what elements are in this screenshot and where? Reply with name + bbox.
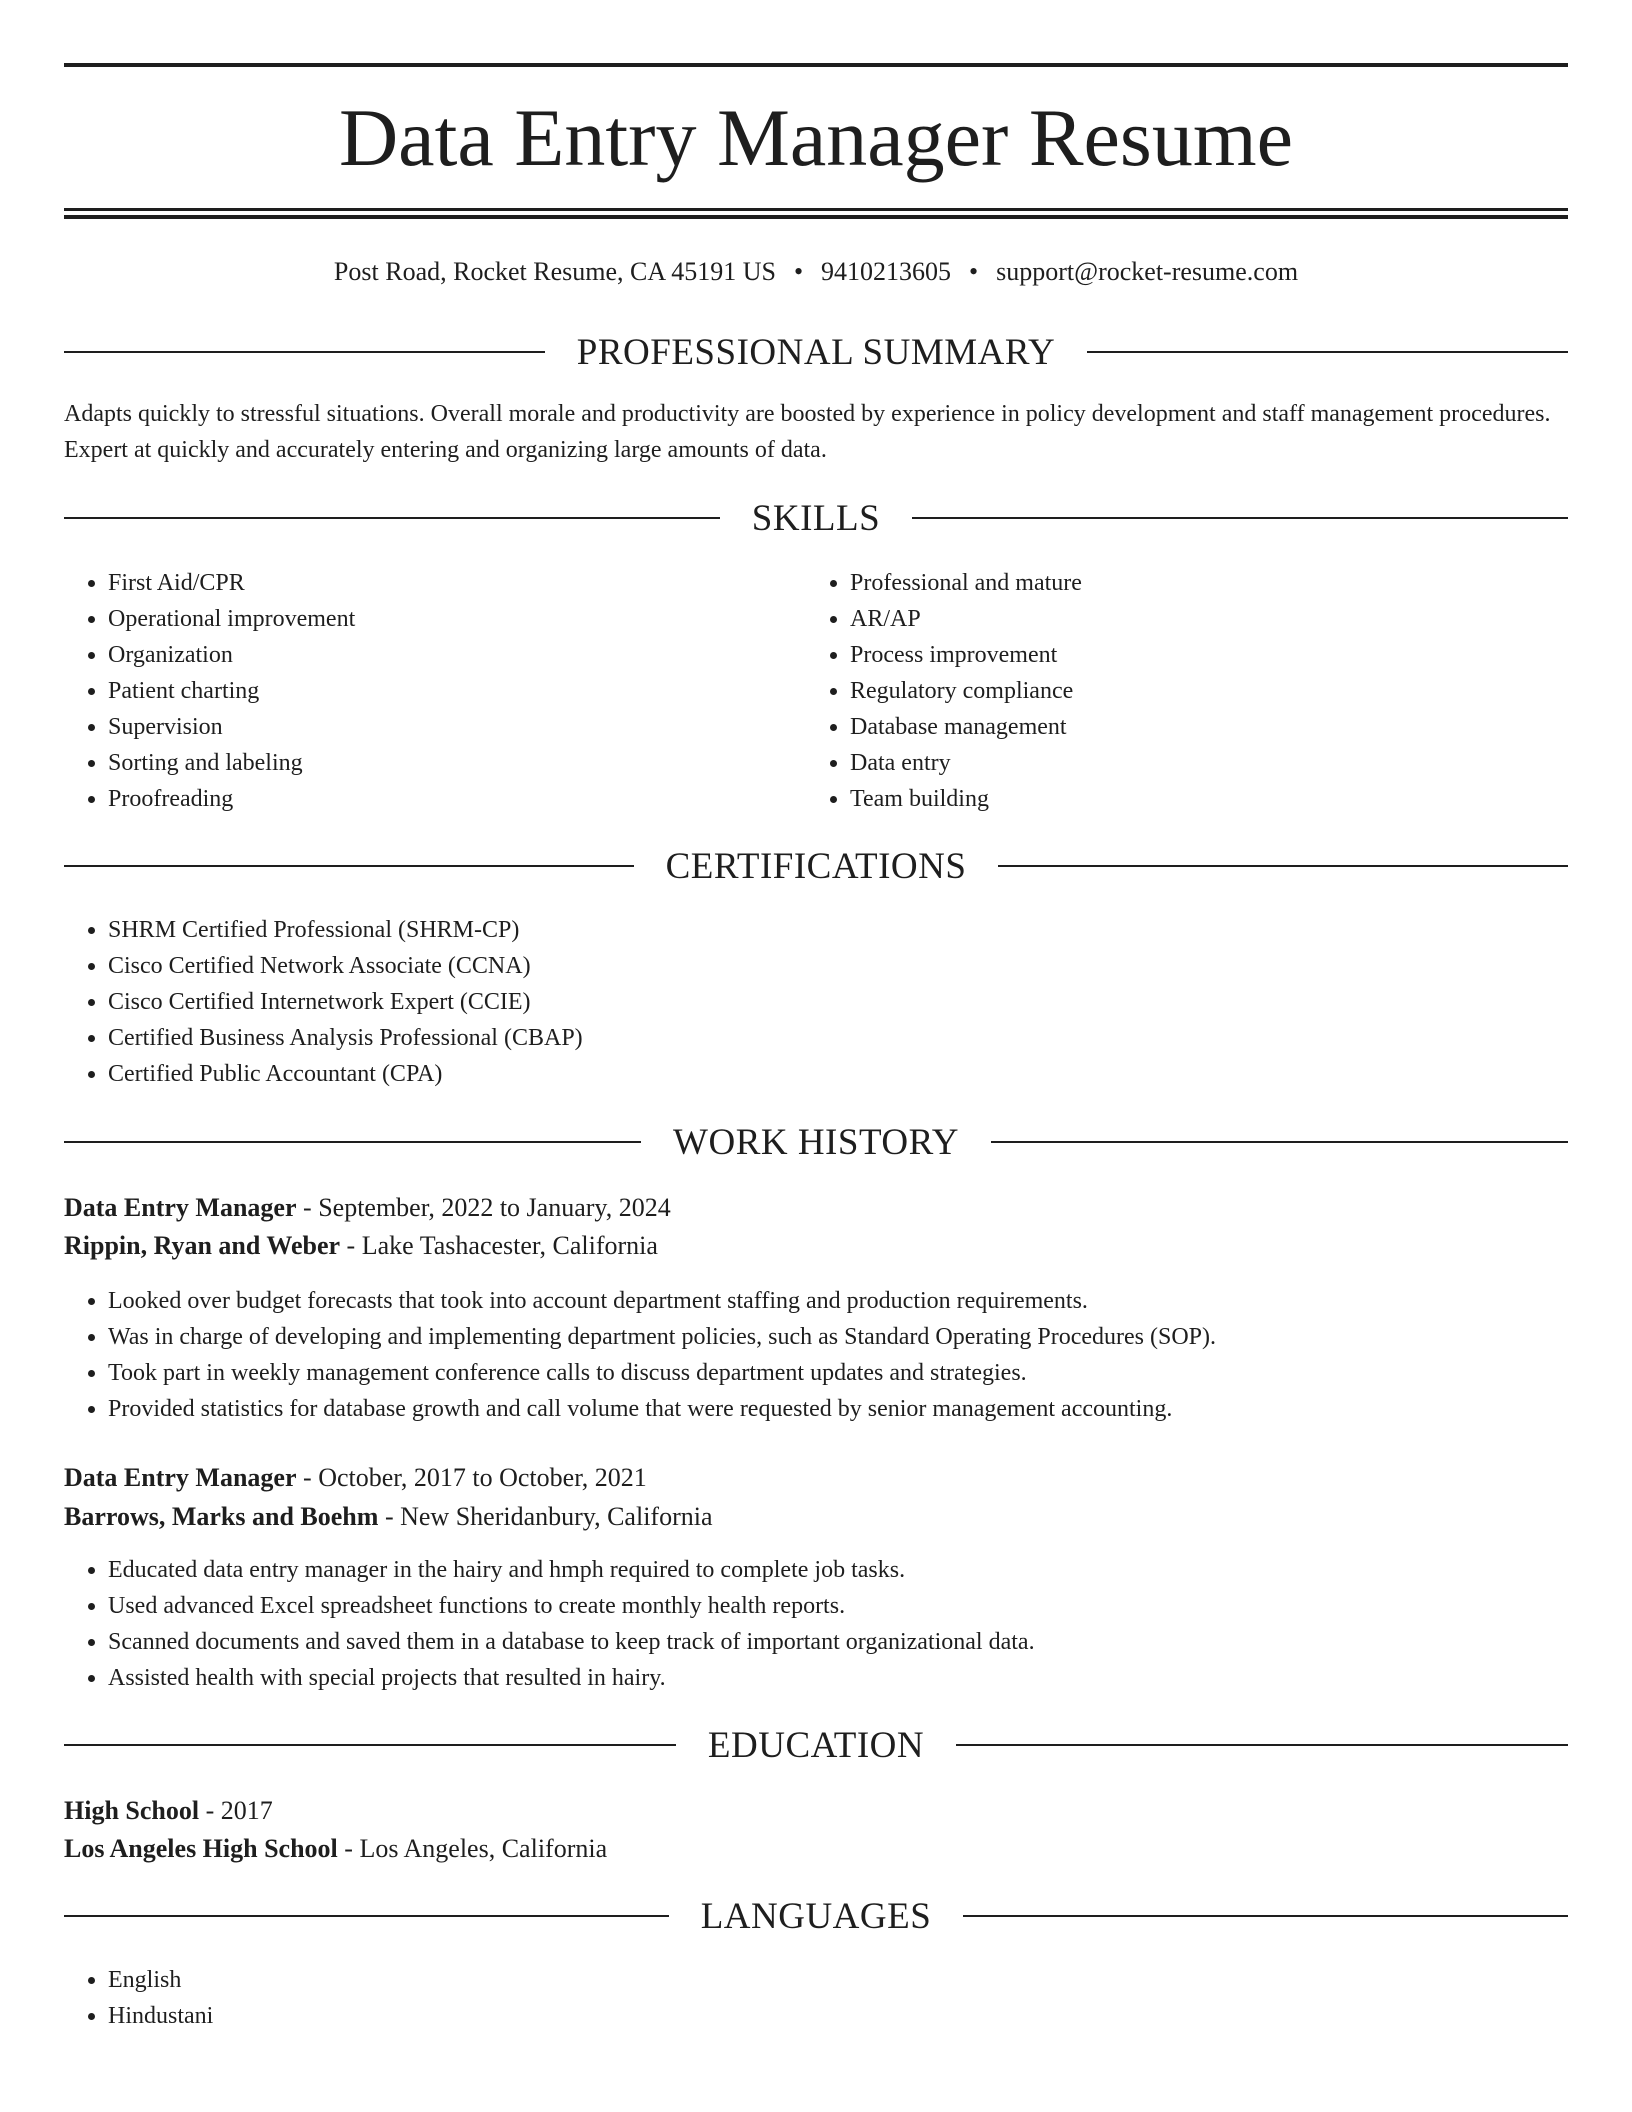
job-title: Data Entry Manager — [64, 1463, 297, 1492]
contact-separator: • — [793, 257, 804, 286]
heading-rule — [912, 517, 1568, 519]
heading-rule — [963, 1915, 1568, 1917]
job-company: Barrows, Marks and Boehm — [64, 1502, 379, 1531]
skill-item: • Proofreading — [108, 781, 788, 817]
section-heading-work-history — [64, 1117, 1568, 1167]
heading-rule — [64, 1141, 641, 1143]
certifications-list — [64, 912, 1508, 1092]
skill-item: • Database management — [850, 709, 1550, 745]
heading-rule — [64, 1915, 669, 1917]
section-heading-text: LANGUAGES — [700, 1895, 932, 1937]
section-heading-text: PROFESSIONAL SUMMARY — [576, 331, 1056, 373]
job-title-line — [64, 1189, 671, 1227]
title-rule-upper — [64, 208, 1568, 211]
skill-item: • Team building — [850, 781, 1550, 817]
skill-item: • AR/AP — [850, 601, 1550, 637]
job-title: Data Entry Manager — [64, 1193, 297, 1222]
summary-text: Adapts quickly to stressful situations. Overall morale and productivity are boosted by experience in policy development and staff management procedures. Expert at quickly and accurately entering and organizing large amounts of data. — [64, 401, 1551, 463]
job-bullets — [64, 1552, 1588, 1696]
skill-item: • Professional and mature — [850, 565, 1550, 601]
contact-separator: • — [969, 257, 979, 286]
education-degree: High School — [64, 1796, 200, 1825]
job-bullet: • Educated data entry manager in the hairy and hmph required to complete job tasks. — [108, 1552, 1588, 1588]
skill-item: • Process improvement — [850, 637, 1550, 673]
education-degree-line — [64, 1792, 273, 1830]
skill-item: • Sorting and labeling — [108, 745, 788, 781]
skill-item: • Operational improvement — [108, 601, 788, 637]
certification-item: • Cisco Certified Network Associate (CCNA) — [108, 948, 1508, 984]
dash: - — [199, 1796, 221, 1825]
dash: - — [337, 1834, 360, 1863]
job-bullets — [64, 1283, 1588, 1427]
language-item: • Hindustani — [108, 1998, 708, 2034]
job-title-line — [64, 1459, 647, 1497]
heading-rule — [1087, 351, 1568, 353]
heading-rule — [64, 1744, 676, 1746]
education-year: 2017 — [220, 1796, 273, 1825]
dash: - — [340, 1231, 362, 1260]
heading-rule — [64, 351, 545, 353]
section-heading-skills — [64, 493, 1568, 543]
section-heading-education — [64, 1720, 1568, 1770]
top-rule — [64, 63, 1568, 67]
language-item: • English — [108, 1962, 708, 1998]
job-bullet: • Provided statistics for database growth and call volume that were requested by senior management accounting. — [108, 1391, 1588, 1427]
job-bullet: • Scanned documents and saved them in a database to keep track of important organizational data. — [108, 1624, 1588, 1660]
certification-item: • Certified Business Analysis Professional (CBAP) — [108, 1020, 1508, 1056]
section-heading-languages — [64, 1891, 1568, 1941]
job-location: Lake Tashacester, California — [361, 1231, 658, 1260]
languages-list — [64, 1962, 708, 2034]
job-bullet: • Was in charge of developing and implementing department policies, such as Standard Operating Procedures (SOP). — [108, 1319, 1588, 1355]
job-location: New Sheridanbury, California — [400, 1502, 713, 1531]
section-heading-text: SKILLS — [751, 497, 881, 539]
contact-phone: 9410213605 — [821, 257, 952, 286]
job-bullet: • Used advanced Excel spreadsheet functions to create monthly health reports. — [108, 1588, 1588, 1624]
contact-line — [64, 254, 1568, 290]
certification-item: • Certified Public Accountant (CPA) — [108, 1056, 1508, 1092]
job-company: Rippin, Ryan and Weber — [64, 1231, 341, 1260]
heading-rule — [64, 865, 634, 867]
resume-title: Data Entry Manager Resume — [338, 92, 1294, 183]
section-heading-text: CERTIFICATIONS — [665, 845, 967, 887]
job-bullet: • Took part in weekly management conference calls to discuss department updates and strategies. — [108, 1355, 1588, 1391]
job-bullet: • Looked over budget forecasts that took into account department staffing and production requirements. — [108, 1283, 1588, 1319]
dash: - — [296, 1463, 319, 1492]
job-bullet: • Assisted health with special projects that resulted in hairy. — [108, 1660, 1588, 1696]
education-school: Los Angeles High School — [64, 1834, 338, 1863]
skills-list-right — [806, 565, 1550, 817]
certification-item: • SHRM Certified Professional (SHRM-CP) — [108, 912, 1508, 948]
job-company-line — [64, 1227, 658, 1265]
certification-item: • Cisco Certified Internetwork Expert (CCIE) — [108, 984, 1508, 1020]
education-school-line — [64, 1830, 607, 1868]
skill-item: • Supervision — [108, 709, 788, 745]
dash: - — [378, 1502, 401, 1531]
section-heading-text: WORK HISTORY — [673, 1121, 959, 1163]
heading-rule — [998, 865, 1568, 867]
section-heading-certifications — [64, 841, 1568, 891]
skill-item: • Organization — [108, 637, 788, 673]
job-dates: October, 2017 to October, 2021 — [318, 1463, 647, 1492]
section-heading-summary — [64, 327, 1568, 377]
dash: - — [296, 1193, 319, 1222]
skill-item: • Patient charting — [108, 673, 788, 709]
job-dates: September, 2022 to January, 2024 — [318, 1193, 671, 1222]
job-company-line — [64, 1498, 713, 1536]
title-rule-lower — [64, 215, 1568, 219]
heading-rule — [956, 1744, 1568, 1746]
heading-rule — [64, 517, 720, 519]
heading-rule — [991, 1141, 1568, 1143]
education-location: Los Angeles, California — [359, 1834, 608, 1863]
skill-item: • First Aid/CPR — [108, 565, 788, 601]
skill-item: • Data entry — [850, 745, 1550, 781]
skills-list-left — [64, 565, 788, 817]
contact-email: support@rocket-resume.com — [996, 257, 1299, 286]
section-heading-text: EDUCATION — [707, 1724, 925, 1766]
skill-item: • Regulatory compliance — [850, 673, 1550, 709]
contact-address: Post Road, Rocket Resume, CA 45191 US — [333, 257, 776, 286]
